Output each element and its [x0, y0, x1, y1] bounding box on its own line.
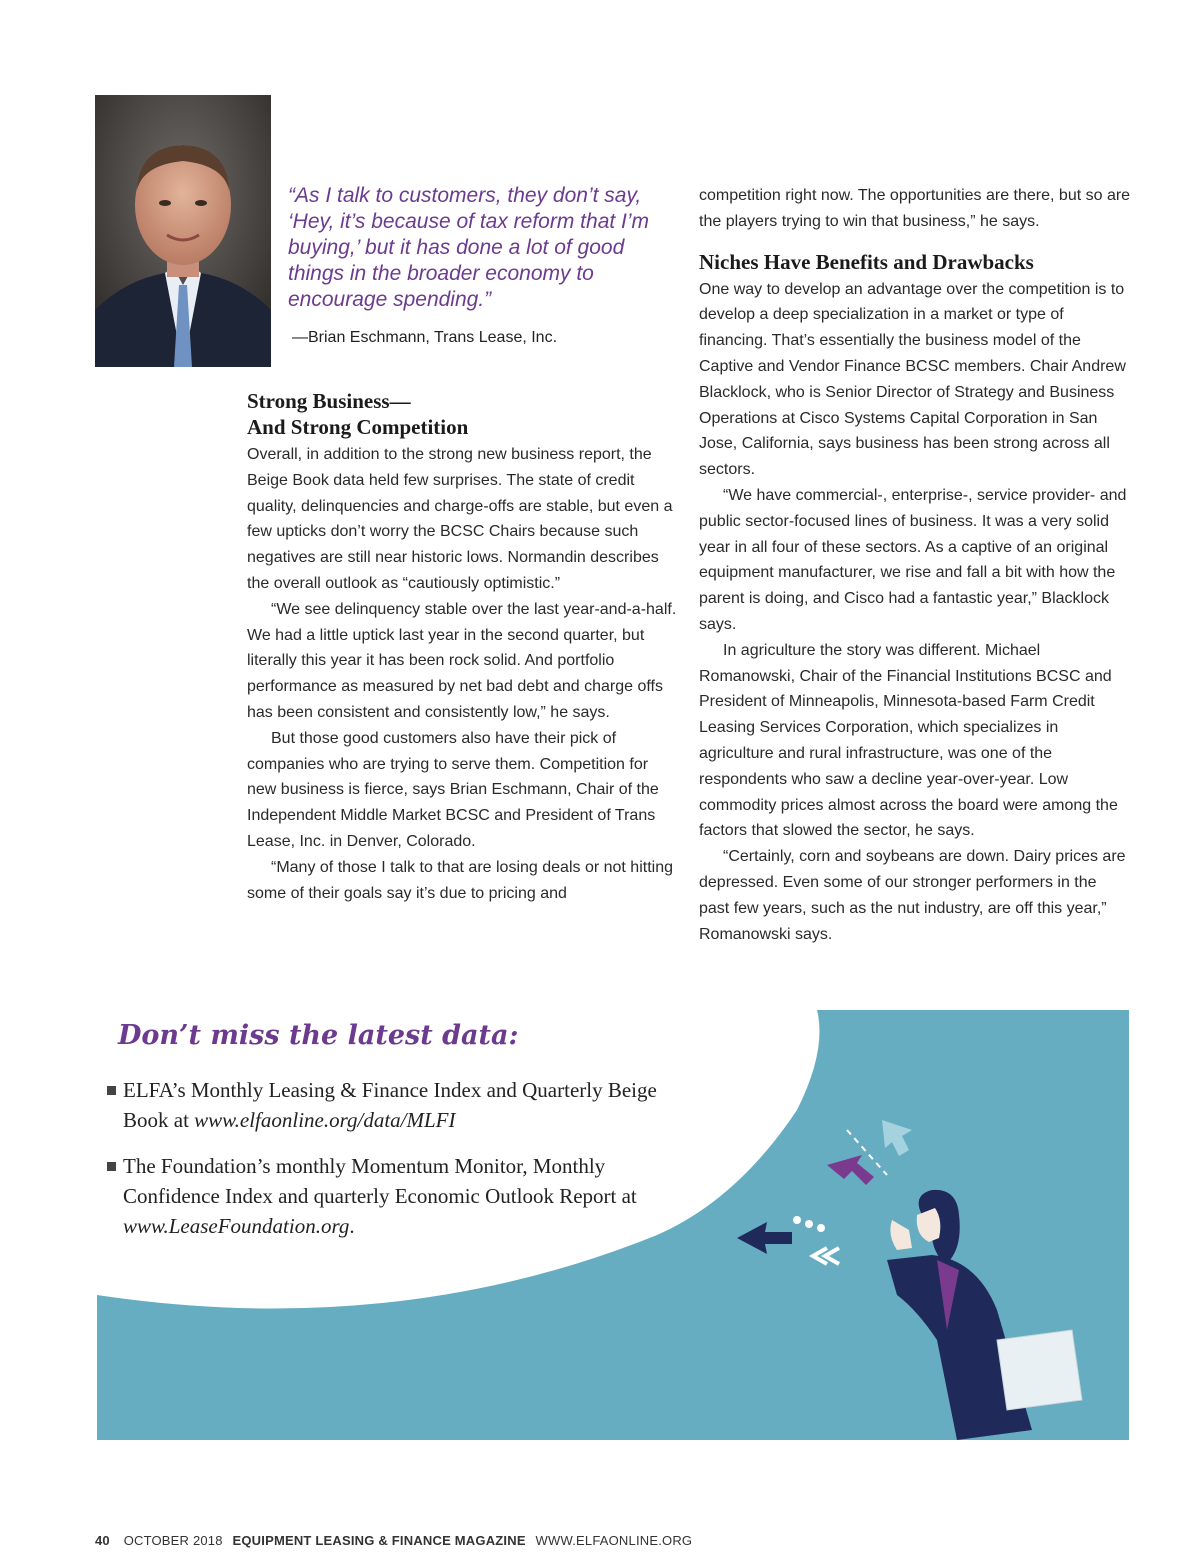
promo-item-text: ELFA’s Monthly Leasing & Finance Index and Quarterly Beige Book at [123, 1078, 657, 1132]
page-footer [95, 1533, 692, 1548]
article-column-right [699, 183, 1131, 947]
promo-item-text: The Foundation’s monthly Momentum Monitor, Monthly Confidence Index and quarterly Economic Outlook Report at [123, 1154, 637, 1208]
magazine-name: EQUIPMENT LEASING & FINANCE MAGAZINE [232, 1533, 526, 1548]
square-bullet-icon [107, 1162, 116, 1171]
paragraph: “We have commercial-, enterprise-, service provider- and public sector-focused lines of business. It was a very solid year in all four of these sectors. As a captive of an original equipment manufacturer, we rise and fall a bit with how the parent is doing, and Cisco had a fantastic year,” Blacklock says. [699, 486, 1127, 633]
pull-quote: “As I talk to customers, they don’t say, ‘Hey, it’s because of tax reform that I’m buying,’ but it has done a lot of good things in the broader economy to encourage spending.” [288, 184, 650, 311]
paragraph: competition right now. The opportunities are there, but so are the players trying to win that business,” he says. [699, 187, 1131, 230]
heading-line-2: And Strong Competition [247, 415, 469, 439]
website-url: WWW.ELFAONLINE.ORG [535, 1533, 693, 1548]
promo-list [105, 1075, 705, 1257]
section-heading-niches: Niches Have Benefits and Drawbacks [699, 249, 1034, 274]
section-heading-strong-business [247, 388, 677, 440]
paragraph: One way to develop an advantage over the competition is to develop a deep specialization in a market or type of financing. That’s essentially the business model of the Captive and Vendor Finance BCSC members. Chair Andrew Blacklock, who is Senior Director of Strategy and Business Operations at Cisco Systems Capital Corporation in San Jose, California, says business has been strong across all sectors. [699, 280, 1126, 479]
lease-foundation-link[interactable]: www.LeaseFoundation.org [123, 1214, 350, 1238]
paragraph: “We see delinquency stable over the last year-and-a-half. We had a little uptick last year in the second quarter, but literally this year it has been rock solid. And portfolio performance as measured by net bad debt and charge offs has been consistent and consistently low,” he says. [247, 600, 677, 721]
promo-list-item [105, 1075, 705, 1135]
promo-list-item [105, 1151, 705, 1241]
paragraph: “Certainly, corn and soybeans are down. Dairy prices are depressed. Even some of our stronger performers in the past few years, such as the nut industry, are off this year,” Romanowski says. [699, 848, 1126, 943]
page-number: 40 [95, 1533, 110, 1548]
pull-quote-attribution: —Brian Eschmann, Trans Lease, Inc. [292, 329, 558, 346]
promo-title: Don’t miss the latest data: [118, 1020, 519, 1051]
square-bullet-icon [107, 1086, 116, 1095]
paragraph: “Many of those I talk to that are losing deals or not hitting some of their goals say it’s due to pricing and [247, 858, 673, 902]
portrait-illustration [95, 95, 271, 367]
paragraph: But those good customers also have their pick of companies who are trying to serve them. Competition for new business is fierce, says Brian Eschmann, Chair of the Independent Middle Market BCSC and President of Trans Lease, Inc. in Denver, Colorado. [247, 729, 659, 850]
issue-date: OCTOBER 2018 [123, 1533, 223, 1548]
heading-line-1: Strong Business— [247, 389, 411, 413]
paragraph: In agriculture the story was different. Michael Romanowski, Chair of the Financial Institutions BCSC and President of Minneapolis, Minnesota-based Farm Credit Leasing Services Corporation, which specializes in agriculture and rural infrastructure, was one of the respondents who saw a decline year-over-year. Low commodity prices almost across the board were among the factors that slowed the sector, he says. [699, 641, 1118, 840]
paragraph: Overall, in addition to the strong new business report, the Beige Book data held few surprises. The state of credit quality, delinquencies and charge-offs are stable, but even a few upticks don’t worry the BCSC Chairs because such negatives are still near historic lows. Normandin describes the overall outlook as “cautiously optimistic.” [247, 446, 673, 592]
elfa-data-link[interactable]: www.elfaonline.org/data/MLFI [194, 1108, 456, 1132]
article-column-left [247, 388, 677, 906]
headshot-photo [95, 95, 271, 367]
promo-item-end: . [349, 1214, 355, 1238]
